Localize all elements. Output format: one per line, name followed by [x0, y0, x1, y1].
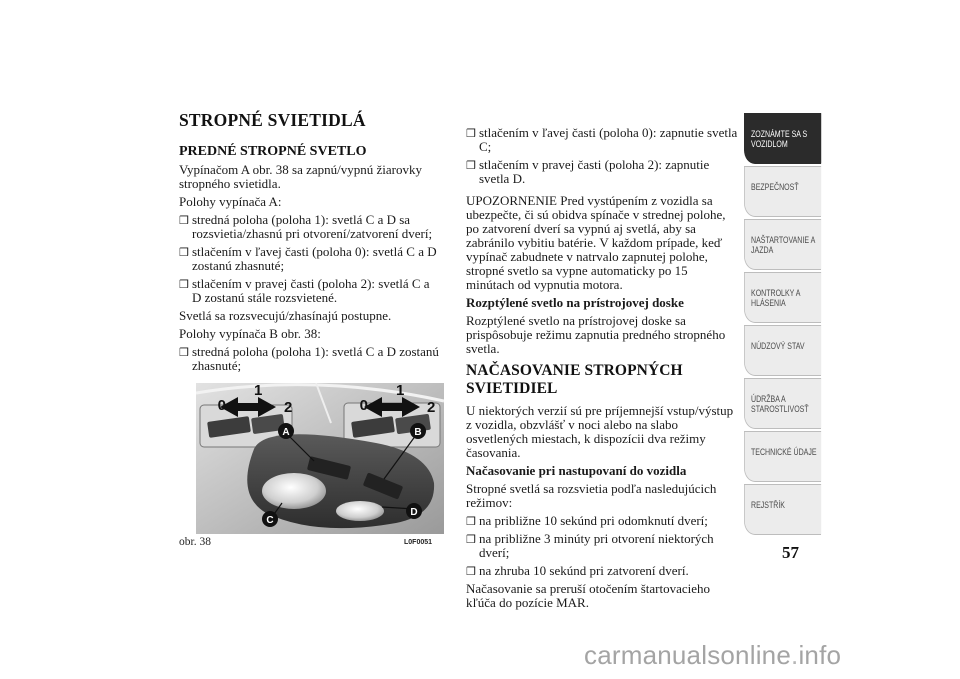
figure-label: 2: [427, 399, 436, 416]
figure-label: 0: [217, 397, 226, 414]
chapter-tabs: [744, 113, 821, 537]
list-item: ❒ stlačením v ľavej časti (poloha 0): svetlá C a D zostanú zhasnuté;: [179, 244, 437, 273]
entry-text: Stropné svetlá sa rozsvietia podľa nasledujúcich režimov:: [466, 481, 717, 510]
figure-label: D: [410, 507, 418, 518]
list-item: ❒ na približne 10 sekúnd pri odomknutí dverí;: [466, 513, 708, 528]
ceiling-light-illustration: [196, 383, 444, 534]
left-column: [179, 110, 441, 377]
watermark: carmanualsonline.info: [584, 640, 842, 670]
list-item: ❒ stlačením v pravej časti (poloha 2): zapnutie svetla D.: [466, 157, 710, 186]
right-column: [466, 126, 738, 614]
list-item: ❒ stlačením v ľavej časti (poloha 0): zapnutie svetla C;: [466, 125, 738, 154]
timing-text: U niektorých verzií sú pre príjemnejší vstup/výstup z vozidla, obzvlášť v noci alebo na slabo osvetlených miestach, k dispozícii dva režimy časovania.: [466, 403, 734, 460]
tab-intro[interactable]: ZOZNÁMTE SA S VOZIDLOM: [744, 113, 821, 164]
paragraph-gradual: Svetlá sa rozsvecujú/zhasínajú postupne.: [179, 308, 392, 323]
timing-title: NAČASOVANIE STROPNÝCH SVIETIDIEL: [466, 362, 683, 397]
figure-label: 1: [254, 383, 263, 399]
paragraph-positions-b: Polohy vypínača B obr. 38:: [179, 326, 321, 341]
dash-light-title: Rozptýlené svetlo na prístrojovej doske: [466, 295, 684, 310]
entry-title: Načasovanie pri nastupovaní do vozidla: [466, 463, 687, 478]
list-item: ❒ stredná poloha (poloha 1): svetlá C a D sa rozsvietia/zhasnú pri otvorení/zatvorení dverí;: [179, 212, 433, 241]
figure-caption: obr. 38: [179, 536, 211, 548]
warning-paragraph: UPOZORNENIE Pred vystúpením z vozidla sa ubezpečte, či sú obidva spínače v strednej polohe, po zatvorení dverí sa vypnú aj svetlá, aby sa zabránilo vybitiu batérie. V každom prípade, keď vypínač zabudnete v natrvalo zapnutej polohe, stropné svetlo sa vypne automaticky po 15 minútach od vypnutia motora.: [466, 193, 726, 292]
tab-emergency[interactable]: NÚDZOVÝ STAV: [744, 325, 821, 376]
tab-maintenance[interactable]: ÚDRŽBA A STAROSTLIVOSŤ: [744, 378, 821, 429]
dash-light-text: Rozptýlené svetlo na prístrojovej doske sa prispôsobuje režimu zapnutia predného stropného svetla.: [466, 313, 726, 356]
bullet-icon: ❒: [466, 566, 476, 578]
bullet-icon: ❒: [179, 347, 189, 359]
list-item: ❒ stredná poloha (poloha 1): svetlá C a D zostanú zhasnuté;: [179, 344, 439, 373]
figure-label: C: [266, 515, 274, 526]
tab-safety[interactable]: BEZPEČNOSŤ: [744, 166, 821, 217]
list-item: ❒ na približne 3 minúty pri otvorení niektorých dverí;: [466, 531, 714, 560]
lens-c: [262, 473, 326, 509]
bullet-icon: ❒: [179, 215, 189, 227]
list-item: ❒ na zhruba 10 sekúnd pri zatvorení dverí.: [466, 563, 689, 578]
bullet-icon: ❒: [466, 160, 476, 172]
section-title: STROPNÉ SVIETIDLÁ: [179, 110, 366, 130]
figure-code: L0F0051: [404, 539, 433, 546]
page-number: 57: [782, 543, 799, 562]
paragraph-positions-a: Polohy vypínača A:: [179, 194, 282, 209]
subsection-title: PREDNÉ STROPNÉ SVETLO: [179, 144, 367, 159]
figure-label: B: [414, 427, 422, 438]
bullet-icon: ❒: [466, 534, 476, 546]
paragraph-intro: Vypínačom A obr. 38 sa zapnú/vypnú žiarovky stropného svietidla.: [179, 162, 422, 191]
figure-label: 1: [396, 383, 405, 399]
ceiling-light-figure: [196, 383, 444, 534]
bullet-icon: ❒: [179, 247, 189, 259]
bullet-icon: ❒: [179, 279, 189, 291]
list-item: ❒ stlačením v pravej časti (poloha 2): svetlá C a D zostanú stále rozsvietené.: [179, 276, 430, 305]
tab-starting-driving[interactable]: NAŠTARTOVANIE A JAZDA: [744, 219, 821, 270]
figure-label: 0: [359, 397, 368, 414]
bullet-icon: ❒: [466, 516, 476, 528]
closing-paragraph: Načasovanie sa preruší otočením štartovacieho kľúča do pozície MAR.: [466, 581, 711, 610]
tab-technical-data[interactable]: TECHNICKÉ ÚDAJE: [744, 431, 821, 482]
lens-d: [336, 501, 384, 521]
figure-label: 2: [284, 399, 293, 416]
tab-index[interactable]: REJSTŘÍK: [744, 484, 821, 535]
tab-warning-lights[interactable]: KONTROLKY A HLÁSENIA: [744, 272, 821, 323]
bullet-icon: ❒: [466, 128, 476, 140]
figure-label: A: [282, 427, 290, 438]
